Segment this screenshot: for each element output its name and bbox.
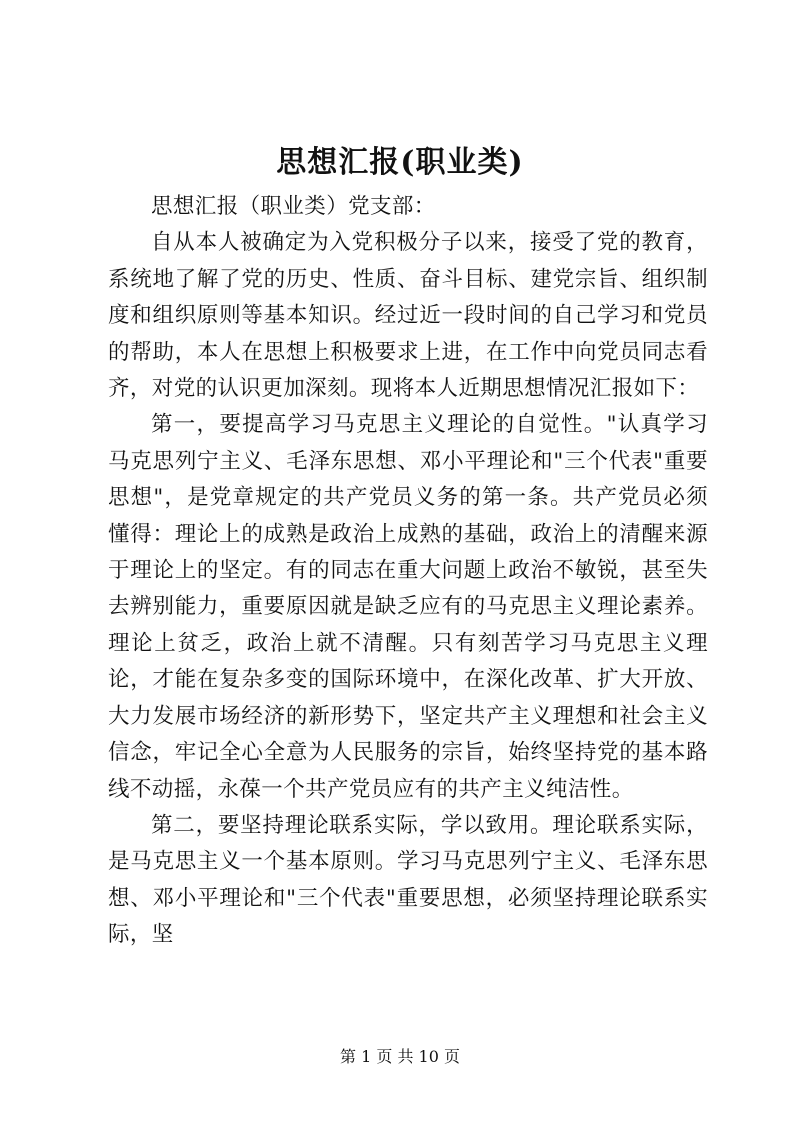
- point-one-paragraph: 第一，要提高学习马克思主义理论的自觉性。"认真学习马克思列宁主义、毛泽东思想、邓小平理论和"三个代表"重要思想"，是党章规定的共产党员义务的第一条。共产党员必须懂得：理论上的成熟是政治上成熟的基础，政治上的清醒来源于理论上的坚定。有的同志在重大问题上政治不敏锐，甚至失去辨别能力，重要原因就是缺乏应有的马克思主义理论素养。理论上贫乏，政治上就不清醒。只有刻苦学习马克思主义理论，才能在复杂多变的国际环境中，在深化改革、扩大开放、大力发展市场经济的新形势下，坚定共产主义理想和社会主义信念，牢记全心全意为人民服务的宗旨，始终坚持党的基本路线不动摇，永葆一个共产党员应有的共产主义纯洁性。: [108, 412, 708, 802]
- document-title: 思想汇报(职业类): [276, 145, 524, 180]
- page-number-footer: 第 1 页 共 10 页: [340, 1047, 460, 1066]
- point-two-paragraph: 第二，要坚持理论联系实际，学以致用。理论联系实际，是马克思主义一个基本原则。学习马克思列宁主义、毛泽东思想、邓小平理论和"三个代表"重要思想，必须坚持理论联系实际，坚: [108, 812, 708, 948]
- document-body: [108, 189, 708, 954]
- intro-paragraph: 自从本人被确定为入党积极分子以来，接受了党的教育，系统地了解了党的历史、性质、奋斗目标、建党宗旨、组织制度和组织原则等基本知识。经过近一段时间的自己学习和党员的帮助，本人在思想上积极要求上进，在工作中向党员同志看齐，对党的认识更加深刻。现将本人近期思想情况汇报如下：: [108, 230, 708, 402]
- salutation-paragraph: 思想汇报（职业类）党支部：: [151, 194, 436, 219]
